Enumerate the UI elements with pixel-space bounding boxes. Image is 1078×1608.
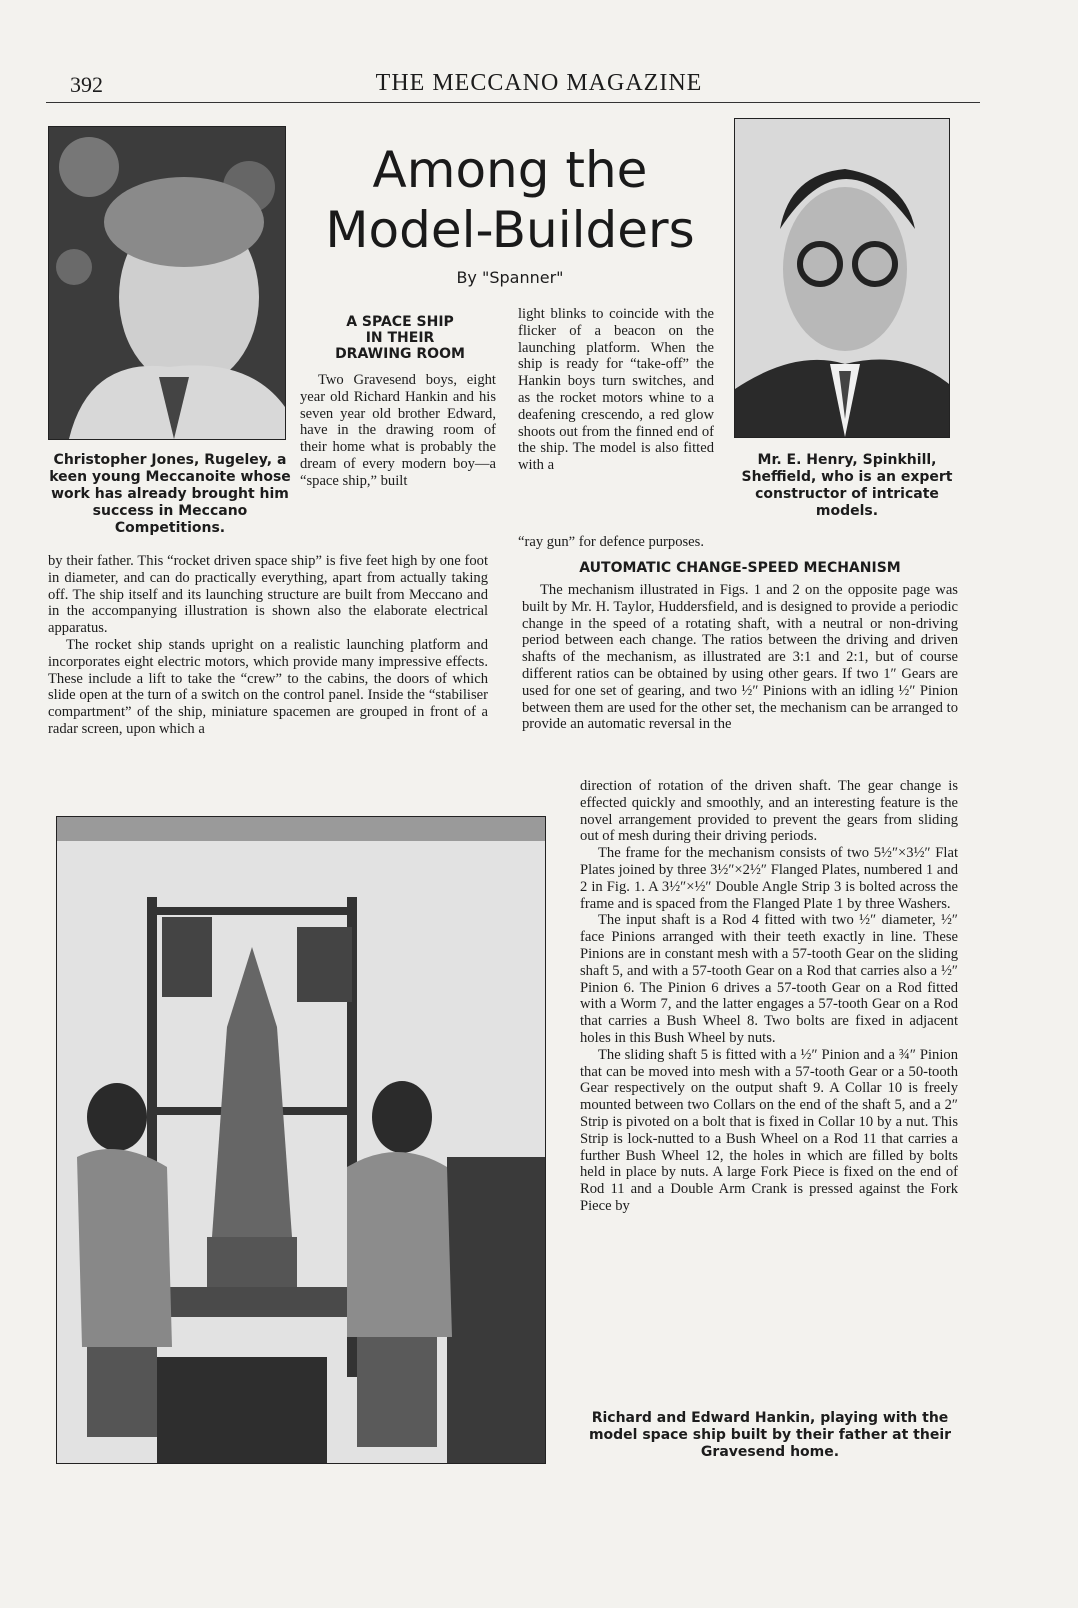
section1-heading	[300, 314, 500, 362]
caption-left-photo: Christopher Jones, Rugeley, a keen young Meccanoite whose work has already brought him success in Meccano Competitions.	[49, 452, 291, 536]
section1-column-b-tail: “ray gun” for defence purposes.	[518, 534, 704, 550]
section2-para3: The input shaft is a Rod 4 fitted with two ½″ diameter, ½″ face Pinions arranged with their teeth exactly in line. These Pinions are in constant mesh with a 57-tooth Gear on the sliding shaft 5, and with a 57-tooth Gear on a Rod that carries also a ½″ Pinion 6. The Pinion 6 drives a 57-tooth Gear on a Rod fitted with a Worm 7, and the latter engages a 57-tooth Gear on a Rod that carries a Bush Wheel 8. Two bolts are fixed in adjacent holes in this Bush Wheel by nuts.	[580, 912, 958, 1046]
article-title	[290, 140, 730, 260]
article-title-line1: Among the	[372, 141, 648, 199]
caption-right-photo: Mr. E. Henry, Spinkhill, Sheffield, who is an expert constructor of intricate models.	[741, 452, 953, 519]
photo-space-ship-model	[56, 816, 546, 1464]
section1-continuation	[48, 553, 488, 738]
magazine-title: THE MECCANO MAGAZINE	[375, 70, 703, 96]
section1-column-a-text: Two Gravesend boys, eight year old Richard Hankin and his seven year old brother Edward, have in the drawing room of their home what is probably the dream of every modern boy—a “space ship,” built	[300, 372, 496, 489]
section1-heading-line3: DRAWING ROOM	[335, 346, 465, 362]
section2-para1-top-text: The mechanism illustrated in Figs. 1 and 2 on the opposite page was built by Mr. H. Taylor, Huddersfield, and is designed to provide a periodic change in the speed of a rotating shaft, with a neutral or non-driving period between each change. The ratios between the driving and driven shafts of the mechanism, as illustrated are 3:1 and 2:1, but of course different ratios can be obtained by using other gears. If two 1″ Gears are used for one set of gearing, and two ½″ Pinions with an idling ½″ Pinion between them are used for the other set, the mechanism can be arranged to provide an automatic reversal in the	[522, 582, 958, 733]
section2-para4: The sliding shaft 5 is fitted with a ½″ Pinion and a ¾″ Pinion that can be moved into mesh with a 57-tooth Gear or a 50-tooth Gear respectively on the output shaft 9. A Collar 10 is freely mounted between two Collars on the end of the shaft 5, and a 2″ Strip is pivoted on a bolt that is fixed in Collar 10 by a nut. This Strip is lock-nutted to a Bush Wheel on a Rod 11 that carries a further Bush Wheel 12, the holes in which are filled by bolts held in place by nuts. A large Fork Piece is fixed on the end of Rod 11 and a Double Arm Crank is pressed against the Fork Piece by	[580, 1046, 958, 1214]
section2-para1-bottom: direction of rotation of the driven shaft. The gear change is effected quickly and smoothly, and an interesting feature is the novel arrangement provided to prevent the gears from sliding out of mesh during their driving periods.	[580, 778, 958, 845]
section1-heading-line2: IN THEIR	[365, 330, 435, 346]
byline: By "Spanner"	[456, 268, 564, 287]
section2-heading: AUTOMATIC CHANGE-SPEED MECHANISM	[579, 560, 901, 576]
section2-para1-top	[522, 582, 958, 733]
section1-column-b	[518, 306, 714, 474]
section1-para1-rest: by their father. This “rocket driven space ship” is five feet high by one foot in diameter, and can do practically everything, apart from actually taking off. The ship itself and its launching structure are built from Meccano and in the accompanying illustration is shown also the elaborate electrical apparatus.	[48, 553, 488, 637]
section1-column-b-text: light blinks to coincide with the flicker of a beacon on the launching platform. When the ship is ready for “take-off” the Hankin boys turn switches, and as the rocket motors whine to a deafening crescendo, a red glow shoots out from the finned end of the ship. The model is also fitted with a	[518, 306, 714, 474]
section2-para2: The frame for the mechanism consists of two 5½″×3½″ Flat Plates joined by three 3½″×2½″ Flanged Plates, numbered 1 and 2 in Fig. 1. A 3½″×½″ Double Angle Strip 3 is bolted across the frame and is spaced from the Flanged Plate 1 by three Washers.	[580, 845, 958, 912]
caption-bottom-photo: Richard and Edward Hankin, playing with the model space ship built by their father at their Gravesend home.	[588, 1410, 952, 1460]
article-title-line2: Model-Builders	[325, 201, 695, 259]
photo-e-henry	[734, 118, 950, 438]
section1-para2: The rocket ship stands upright on a realistic launching platform and incorporates eight electric motors, which provide many impressive effects. These include a lift to take the “crew” to the cabins, the doors of which slide open at the turn of a switch on the control panel. Inside the “stabiliser compartment” of the ship, miniature spacemen are grouped in front of a radar screen, upon which a	[48, 636, 488, 737]
photo-christopher-jones	[48, 126, 286, 440]
page-number: 392	[70, 72, 103, 97]
section1-column-a	[300, 372, 496, 490]
section1-heading-line1: A SPACE SHIP	[346, 314, 454, 330]
header-rule	[46, 102, 980, 103]
section2-lower-column	[580, 778, 958, 1215]
